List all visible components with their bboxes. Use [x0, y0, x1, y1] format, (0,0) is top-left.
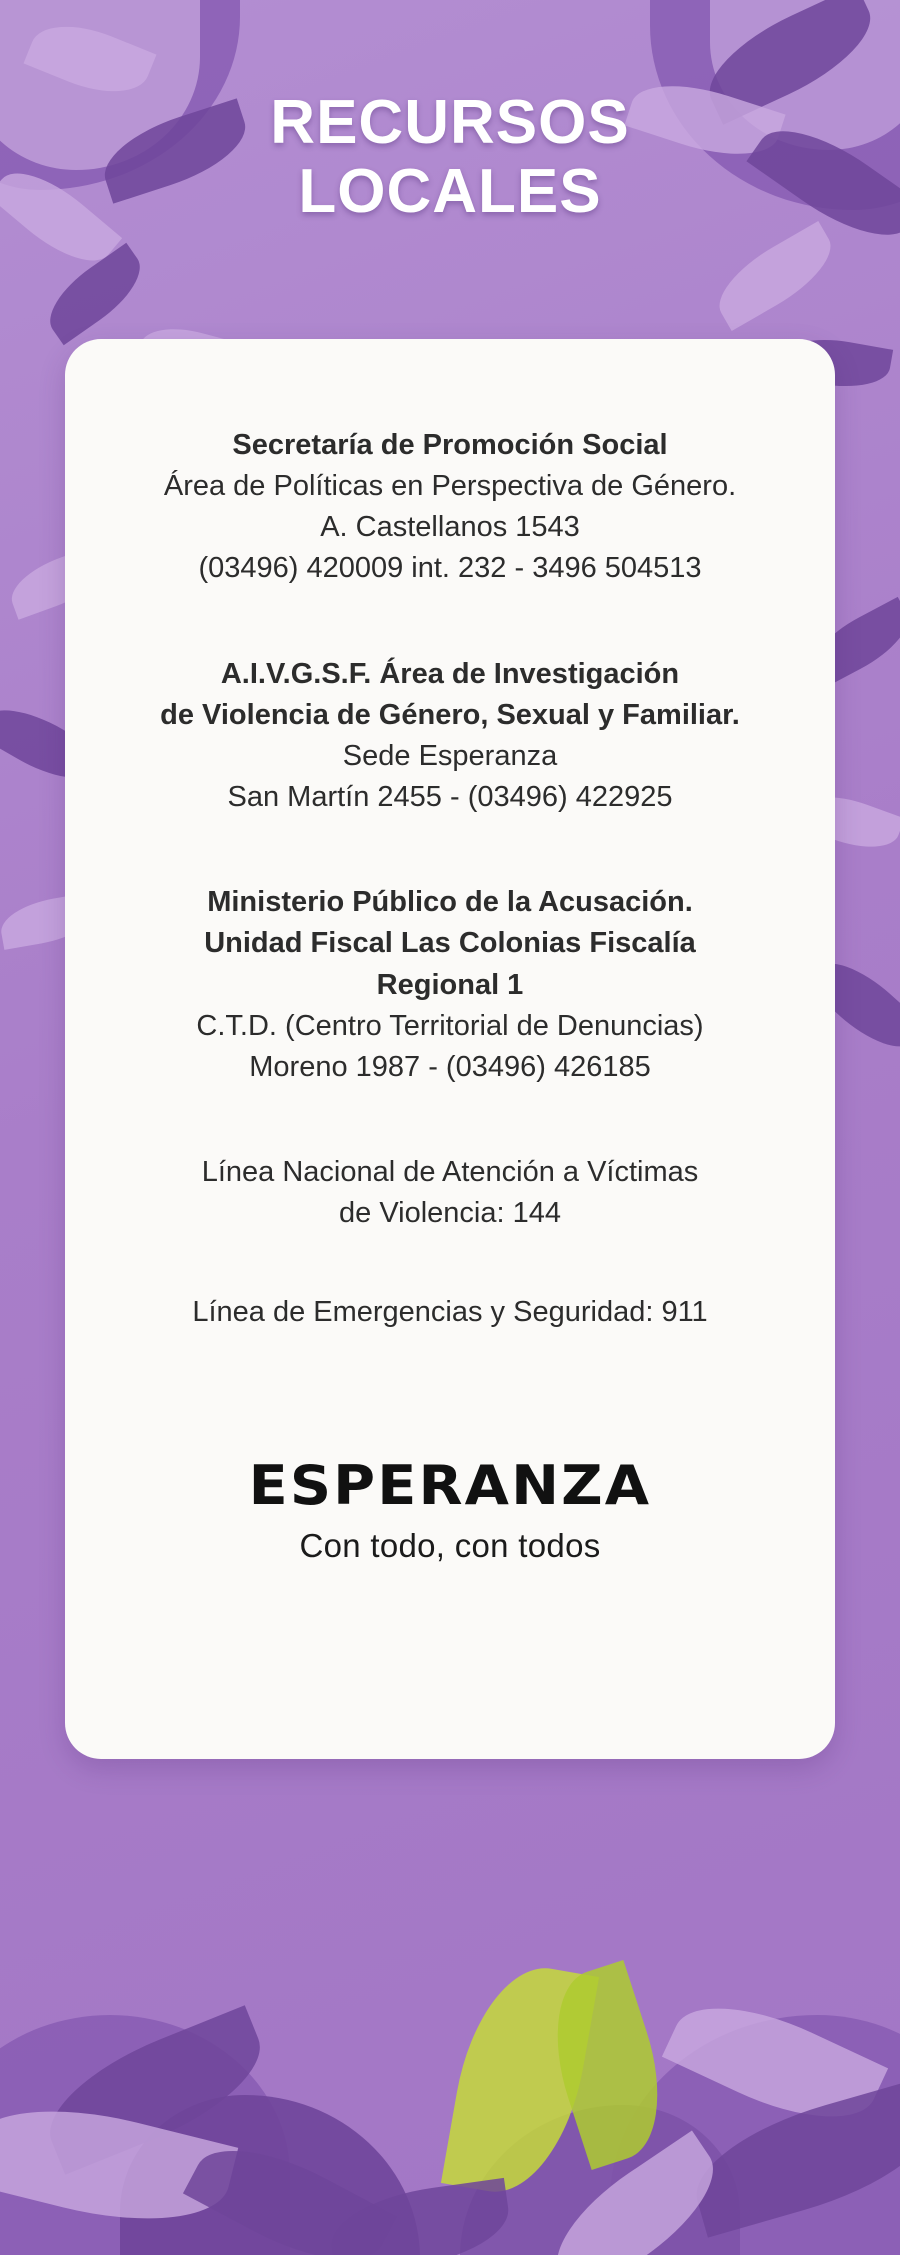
resource-line: (03496) 420009 int. 232 - 3496 504513	[198, 552, 702, 585]
resource-line: de Violencia: 144	[339, 1197, 561, 1230]
logo-tagline: Con todo, con todos	[299, 1526, 601, 1564]
resource-line: Ministerio Público de la Acusación.	[207, 886, 693, 919]
resource-entry	[105, 882, 795, 1088]
title-line-1: RECURSOS	[270, 88, 630, 157]
poster-header	[0, 0, 900, 227]
resource-entry	[105, 1292, 795, 1333]
resource-line: Línea de Emergencias y Seguridad: 911	[192, 1296, 708, 1329]
esperanza-logo	[105, 1454, 795, 1565]
resource-line: San Martín 2455 - (03496) 422925	[227, 781, 673, 814]
resource-entry	[105, 654, 795, 819]
resource-line: C.T.D. (Centro Territorial de Denuncias)	[196, 1009, 704, 1042]
resource-entry	[105, 425, 795, 590]
decorative-leaf-icon	[706, 221, 845, 331]
resource-line: Secretaría de Promoción Social	[232, 428, 668, 461]
resource-entry	[105, 1152, 795, 1234]
resources-card	[65, 339, 835, 1759]
page-title	[0, 88, 900, 227]
decorative-leaf-icon	[326, 2178, 515, 2255]
resource-line: A.I.V.G.S.F. Área de Investigación	[220, 657, 680, 690]
resource-line: Línea Nacional de Atención a Víctimas	[201, 1156, 699, 1189]
resource-line: A. Castellanos 1543	[320, 511, 580, 544]
resource-line: Área de Políticas en Perspectiva de Género.	[163, 470, 737, 503]
resource-line: Moreno 1987 - (03496) 426185	[249, 1050, 651, 1083]
resource-line: Regional 1	[376, 968, 524, 1001]
title-line-2: LOCALES	[298, 157, 602, 227]
resource-line: de Violencia de Género, Sexual y Familiar.	[160, 698, 740, 731]
logo-wordmark: ESPERANZA	[248, 1453, 652, 1517]
resource-line: Sede Esperanza	[342, 739, 558, 772]
resource-line: Unidad Fiscal Las Colonias Fiscalía	[204, 927, 696, 960]
